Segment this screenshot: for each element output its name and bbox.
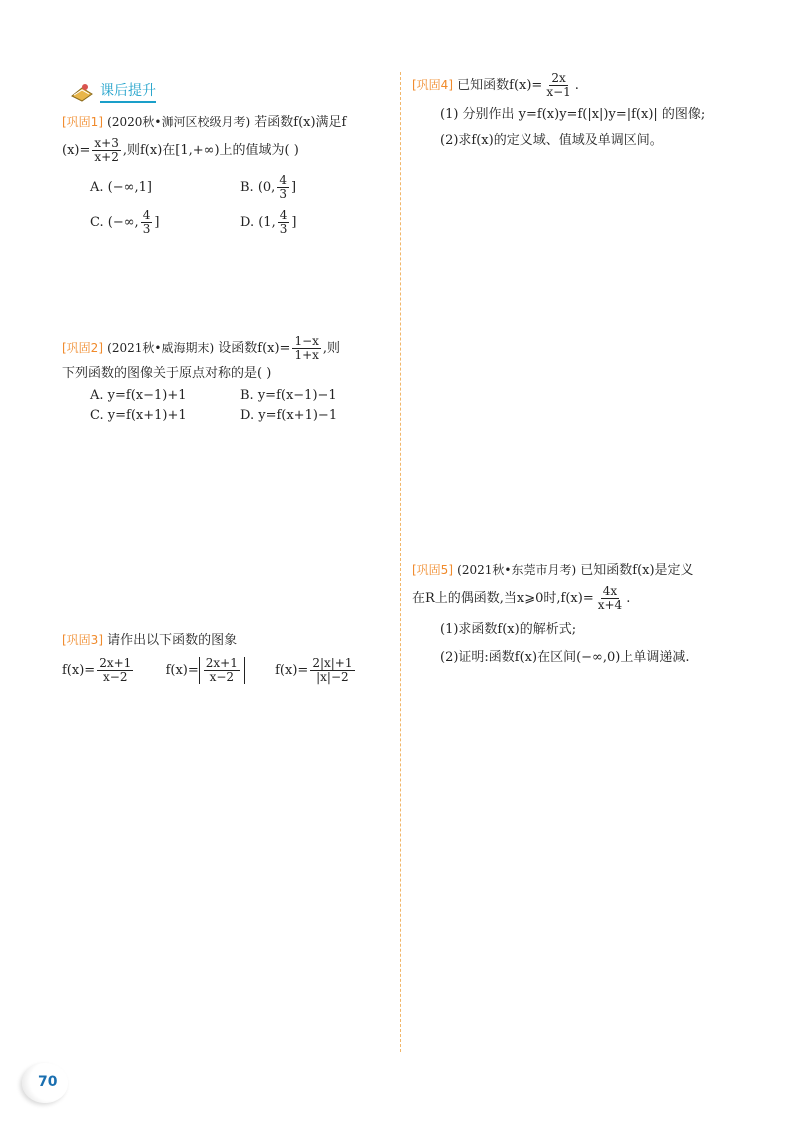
- option-d[interactable]: D. (1, $\frac{4}{3}$ ]: [240, 208, 297, 236]
- question-text: 设函数f(x)=: [218, 341, 291, 356]
- question-1: [62, 112, 392, 236]
- column-divider: [400, 72, 401, 1052]
- fraction: $\frac{x+3}{x+2}$: [94, 136, 119, 164]
- question-text: (x)=: [62, 143, 91, 158]
- function-3: f(x)= $\frac{2|x|+1}{|x|-2}$: [275, 656, 353, 684]
- fraction: $\frac{4x}{x+4}$: [597, 584, 623, 612]
- question-text: .: [626, 591, 631, 606]
- fraction: $\frac{2x}{x-1}$: [546, 71, 571, 99]
- question-part-1: (1) 分别作出 y=f(x)y=f(|x|)y=|f(x)| 的图像;: [440, 107, 706, 122]
- option-b[interactable]: B. y=f(x−1)−1: [240, 388, 337, 403]
- question-text: 下列函数的图像关于原点对称的是( ): [62, 366, 272, 381]
- fraction: $\frac{1-x}{1+x}$: [294, 334, 319, 362]
- question-text: 若函数f(x)满足f: [254, 115, 347, 130]
- question-tag: [巩固4]: [412, 78, 453, 92]
- question-3: [62, 630, 392, 684]
- option-b[interactable]: B. (0, $\frac{4}{3}$ ]: [240, 173, 297, 201]
- question-part-1: (1)求函数f(x)的解析式;: [440, 622, 577, 637]
- question-4: [412, 72, 752, 151]
- question-source: (2021秋•东莞市月考): [457, 563, 577, 577]
- question-text: ,则f(x)在[1,+∞)上的值域为( ): [122, 143, 299, 158]
- question-text: 在R上的偶函数,当x⩾0时,f(x)=: [412, 591, 594, 606]
- question-part-2: (2)求f(x)的定义域、值域及单调区间。: [440, 133, 663, 148]
- question-tag: [巩固3]: [62, 633, 103, 647]
- question-text: 已知函数f(x)=: [457, 78, 543, 93]
- book-icon: [70, 82, 94, 102]
- option-a[interactable]: A. (−∞,1]: [90, 180, 152, 195]
- question-tag: [巩固1]: [62, 115, 103, 129]
- question-text: 已知函数f(x)是定义: [580, 563, 694, 578]
- option-c[interactable]: C. y=f(x+1)+1: [90, 408, 187, 423]
- page-number: 70: [38, 1074, 58, 1090]
- question-5: [412, 560, 752, 668]
- question-tag: [巩固5]: [412, 563, 453, 577]
- question-text: 请作出以下函数的图象: [107, 633, 238, 648]
- function-1: f(x)= $\frac{2x+1}{x-2}$: [62, 656, 132, 684]
- function-2: f(x)= $\frac{2x+1}{x-2}$: [166, 663, 245, 678]
- question-source: (2021秋•威海期末): [107, 341, 215, 355]
- question-text: .: [574, 78, 579, 93]
- question-2: [62, 335, 392, 426]
- section-title: 课后提升: [100, 80, 156, 103]
- question-tag: [巩固2]: [62, 341, 103, 355]
- question-text: ,则: [322, 341, 341, 356]
- option-c[interactable]: C. (−∞, $\frac{4}{3}$ ]: [90, 208, 160, 236]
- option-d[interactable]: D. y=f(x+1)−1: [240, 408, 338, 423]
- section-header: [70, 80, 156, 103]
- option-a[interactable]: A. y=f(x−1)+1: [90, 388, 187, 403]
- question-part-2: (2)证明:函数f(x)在区间(−∞,0)上单调递减.: [440, 650, 690, 665]
- page-number-badge: [22, 1063, 68, 1103]
- question-source: (2020秋•浉河区校级月考): [107, 115, 251, 129]
